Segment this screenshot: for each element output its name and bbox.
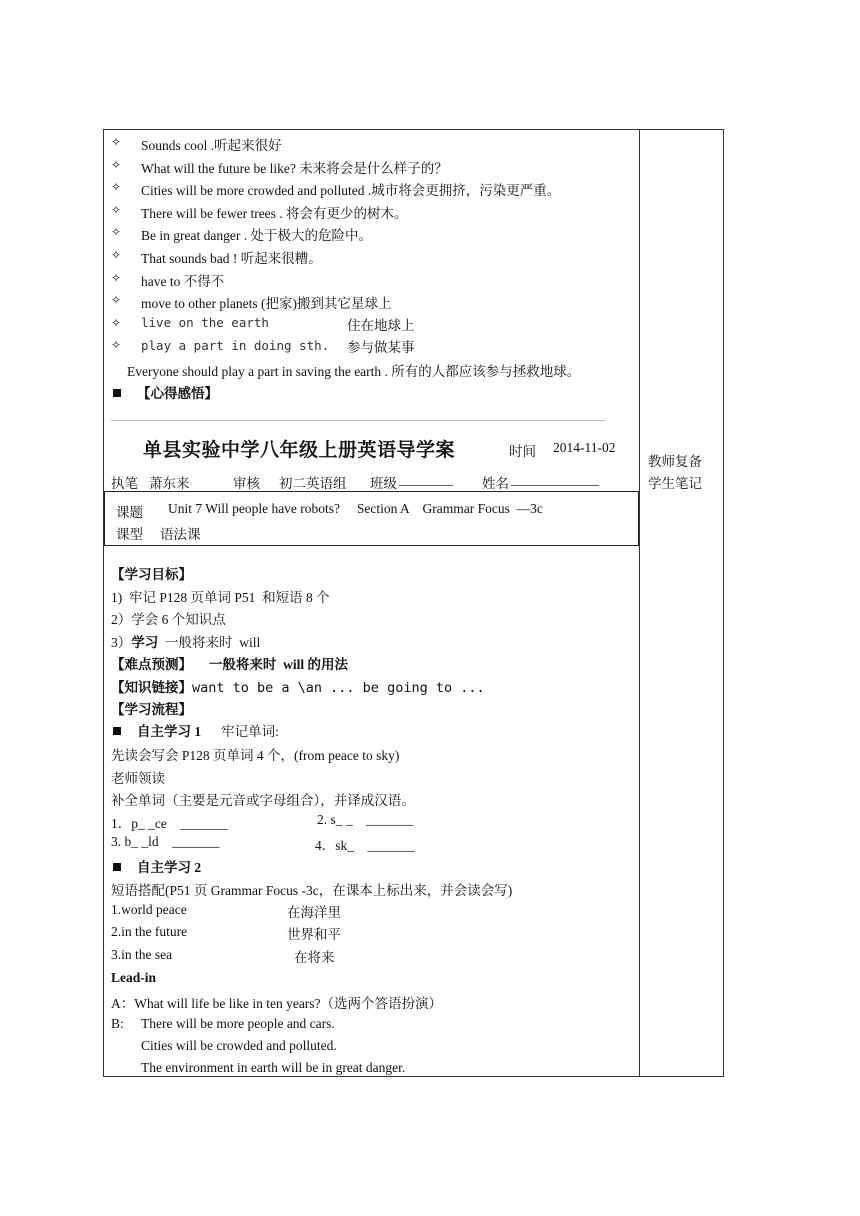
phrase-item-cn: 住在地球上 (347, 318, 415, 333)
dialog-b-label: B: (111, 1016, 124, 1031)
phrase-item: That sounds bad ! 听起来很糟。 (141, 251, 322, 266)
square-bullet-icon (113, 727, 121, 735)
sidebar-label-student: 学生笔记 (648, 476, 702, 491)
goal-item: 3）学习 一般将来时 will (111, 635, 261, 650)
square-bullet-icon (113, 863, 121, 871)
sidebar-label-teacher: 教师复备 (648, 454, 702, 469)
phrase-item: Be in great danger . 处于极大的危险中。 (141, 228, 372, 243)
diamond-bullet-icon: ✧ (111, 271, 122, 285)
phrase-item: Cities will be more crowded and polluted .城市将会更拥挤，污染更严重。 (141, 183, 561, 198)
diamond-bullet-icon: ✧ (111, 203, 122, 217)
name-label: 姓名 (482, 476, 509, 491)
self-study-2-line: 短语搭配(P51 页 Grammar Focus -3c，在课本上标出来，并会读会写) (111, 883, 513, 898)
diamond-bullet-icon: ✧ (111, 338, 122, 352)
phrase-item-cn: 参与做某事 (347, 340, 415, 355)
goal-item: 1) 牢记 P128 页单词 P51 和短语 8 个 (111, 590, 330, 605)
diamond-bullet-icon: ✧ (111, 135, 122, 149)
word-blank: 4．sk_ _______ (315, 838, 415, 853)
class-blank: ________ (399, 472, 453, 487)
divider-line (111, 420, 605, 421)
flow-heading: 【学习流程】 (111, 702, 192, 717)
self-study-2-heading: 自主学习 2 (113, 856, 201, 876)
dialog-line-a: A：What will life be like in ten years?（选两个答语扮演） (111, 996, 443, 1011)
phrase-item: There will be fewer trees . 将会有更少的树木。 (141, 206, 408, 221)
match-right: 在将来 (294, 950, 335, 965)
dialog-line-b: There will be more people and cars. (141, 1016, 335, 1031)
writer-name: 萧东来 (149, 476, 190, 491)
time-value: 2014-11-02 (553, 440, 616, 455)
word-blank: 1．p_ _ce _______ (111, 816, 228, 831)
self-study-1-line: 老师领读 (111, 771, 165, 786)
word-blank: 2. s_ _ _______ (317, 812, 414, 827)
phrase-item-en: play a part in doing sth. (141, 338, 330, 353)
match-left: 3.in the sea (111, 947, 173, 962)
dialog-line-b: The environment in earth will be in great danger. (141, 1060, 406, 1075)
goals-heading: 【学习目标】 (111, 567, 192, 582)
class-label: 班级 (370, 476, 397, 491)
phrase-item: move to other planets (把家)搬到其它星球上 (141, 296, 392, 311)
column-divider (639, 129, 640, 1077)
everyone-sentence: Everyone should play a part in saving the earth . 所有的人都应该参与拯救地球。 (127, 364, 581, 379)
square-bullet-icon (113, 389, 121, 397)
self-study-1-heading: 自主学习 1 牢记单词: (113, 720, 279, 740)
goal-item: 2）学会 6 个知识点 (111, 612, 226, 627)
match-left: 2.in the future (111, 924, 188, 939)
match-left: 1.world peace (111, 902, 187, 917)
lesson-topic: Unit 7 Will people have robots? Section A Grammar Focus —3c (168, 501, 543, 516)
time-label: 时间 (509, 444, 536, 459)
phrase-item: Sounds cool .听起来很好 (141, 138, 282, 153)
writer-label: 执笔 (111, 476, 138, 491)
review-label: 审核 (233, 476, 260, 491)
insight-heading: 【心得感悟】 (113, 382, 218, 402)
diamond-bullet-icon: ✧ (111, 248, 122, 262)
knowledge-link-line: 【知识链接】want to be a \an ... be going to ... (111, 680, 485, 696)
phrase-item: have to 不得不 (141, 274, 225, 289)
dialog-line-b: Cities will be crowded and polluted. (141, 1038, 337, 1053)
word-blank: 3. b_ _ld _______ (111, 834, 220, 849)
difficulty-line: 【难点预测】 一般将来时 will 的用法 (111, 657, 349, 672)
match-right: 在海洋里 (287, 905, 341, 920)
diamond-bullet-icon: ✧ (111, 180, 122, 194)
self-study-1-line: 补全单词（主要是元音或字母组合），并译成汉语。 (111, 793, 415, 808)
diamond-bullet-icon: ✧ (111, 225, 122, 239)
self-study-1-line: 先读会写会 P128 页单词 4 个，(from peace to sky) (111, 748, 400, 763)
phrase-item: What will the future be like? 未来将会是什么样子的？ (141, 161, 448, 176)
topic-label: 课题 (116, 505, 143, 520)
leadin-heading: Lead-in (111, 970, 157, 985)
match-right: 世界和平 (287, 927, 341, 942)
lesson-type: 语法课 (160, 527, 201, 542)
type-label: 课型 (116, 527, 143, 542)
worksheet-title: 单县实验中学八年级上册英语导学案 (143, 440, 456, 461)
diamond-bullet-icon: ✧ (111, 158, 122, 172)
diamond-bullet-icon: ✧ (111, 293, 122, 307)
phrase-item-en: live on the earth (141, 315, 269, 330)
review-name: 初二英语组 (279, 476, 347, 491)
name-blank: _____________ (511, 472, 599, 487)
diamond-bullet-icon: ✧ (111, 316, 122, 330)
